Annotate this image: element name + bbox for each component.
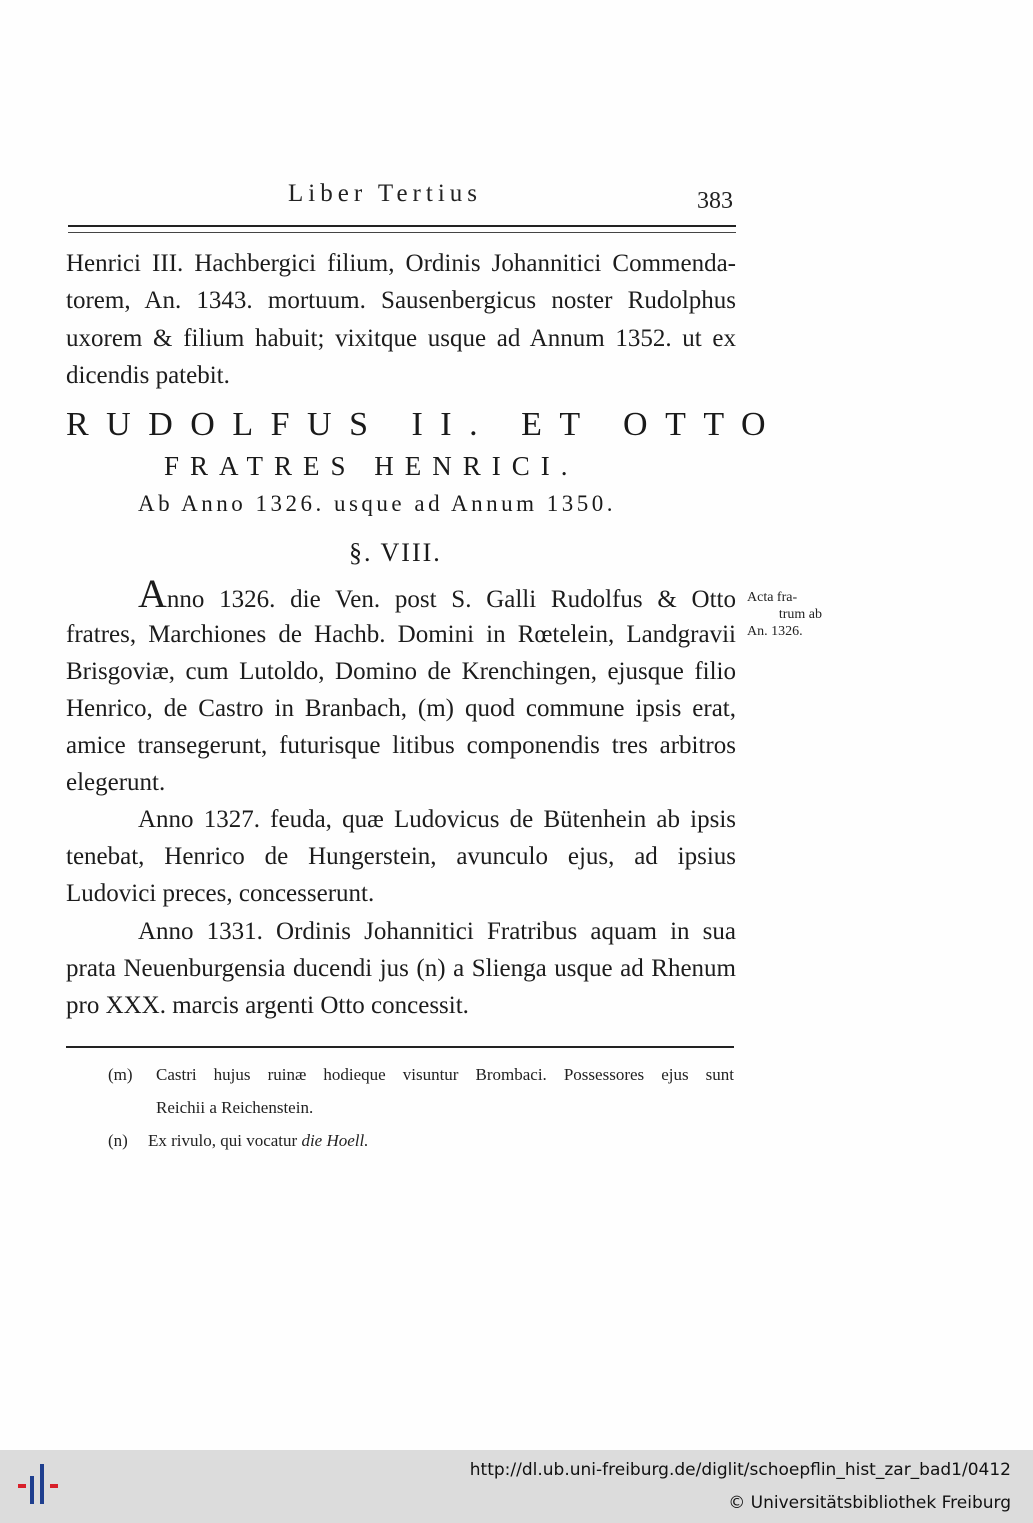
para1-line-4: Henrico, de Castro in Branbach, (m) quod commune ipsis erat, — [66, 695, 736, 722]
header-rule — [68, 225, 736, 233]
para2-line-1: Anno 1327. feuda, quæ Ludovicus de Bütenhein ab ipsis — [138, 806, 736, 833]
footnote-m-line-1: Castri hujus ruinæ hodieque visuntur Brombaci. Possessores ejus sunt — [156, 1065, 734, 1084]
para1-line-5: amice transegerunt, futurisque litibus componendis tres arbitros — [66, 732, 736, 759]
marginal-line-1: Acta fra- — [747, 590, 798, 605]
para3-line-2: prata Neuenburgensia ducendi jus (n) a Slienga usque ad Rhenum — [66, 955, 736, 982]
para1-line-1-text: nno 1326. die Ven. post S. Galli Rudolfus & Otto — [166, 586, 736, 613]
intro-line-2: torem, An. 1343. mortuum. Sausenbergicus noster Rudolphus — [66, 287, 736, 314]
running-head: Liber Tertius — [288, 180, 483, 207]
chapter-title: RUDOLFUS II. ET OTTO — [66, 406, 784, 443]
para1-line-2: fratres, Marchiones de Hachb. Domini in Rœtelein, Landgravii — [66, 621, 736, 648]
chapter-subtitle: FRATRES HENRICI. — [164, 451, 579, 481]
intro-line-4: dicendis patebit. — [66, 362, 230, 389]
para2-line-3: Ludovici preces, concesserunt. — [66, 880, 375, 907]
intro-line-1: Henrici III. Hachbergici filium, Ordinis Johannitici Commenda- — [66, 250, 736, 277]
footnote-m-mark: (m) — [108, 1065, 133, 1084]
footnote-n-mark: (n) — [108, 1131, 128, 1150]
drop-cap: A — [138, 571, 167, 616]
footer-bar — [0, 1450, 1033, 1523]
para1-line-1 — [138, 571, 736, 618]
para3-line-1: Anno 1331. Ordinis Johannitici Fratribus aquam in sua — [138, 918, 736, 945]
footnote-n-italic: die Hoell. — [301, 1131, 369, 1150]
source-url[interactable]: http://dl.ub.uni-freiburg.de/diglit/schoepflin_hist_zar_bad1/0412 — [469, 1460, 1011, 1480]
copyright-notice: © Universitätsbibliothek Freiburg — [728, 1493, 1011, 1513]
library-logo-icon — [16, 1462, 70, 1512]
marginal-line-3: An. 1326. — [747, 624, 803, 639]
chapter-date-range: Ab Anno 1326. usque ad Annum 1350. — [138, 491, 617, 516]
intro-line-3: uxorem & filium habuit; vixitque usque ad Annum 1352. ut ex — [66, 325, 736, 352]
footnote-n — [148, 1124, 369, 1157]
page-number: 383 — [697, 188, 733, 214]
para2-line-2: tenebat, Henrico de Hungerstein, avunculo ejus, ad ipsius — [66, 843, 736, 870]
footnote-m-line-2: Reichii a Reichenstein. — [156, 1098, 314, 1117]
marginal-line-2: trum ab — [778, 607, 822, 622]
marginal-note — [747, 589, 822, 640]
footnote-rule — [66, 1046, 734, 1051]
para1-line-6: elegerunt. — [66, 769, 166, 796]
section-number: §. VIII. — [349, 538, 442, 567]
para3-line-3: pro XXX. marcis argenti Otto concessit. — [66, 992, 469, 1019]
footnote-n-text: Ex rivulo, qui vocatur — [148, 1131, 302, 1150]
para1-line-3: Brisgoviæ, cum Lutoldo, Domino de Krenchingen, ejusque filio — [66, 658, 736, 685]
